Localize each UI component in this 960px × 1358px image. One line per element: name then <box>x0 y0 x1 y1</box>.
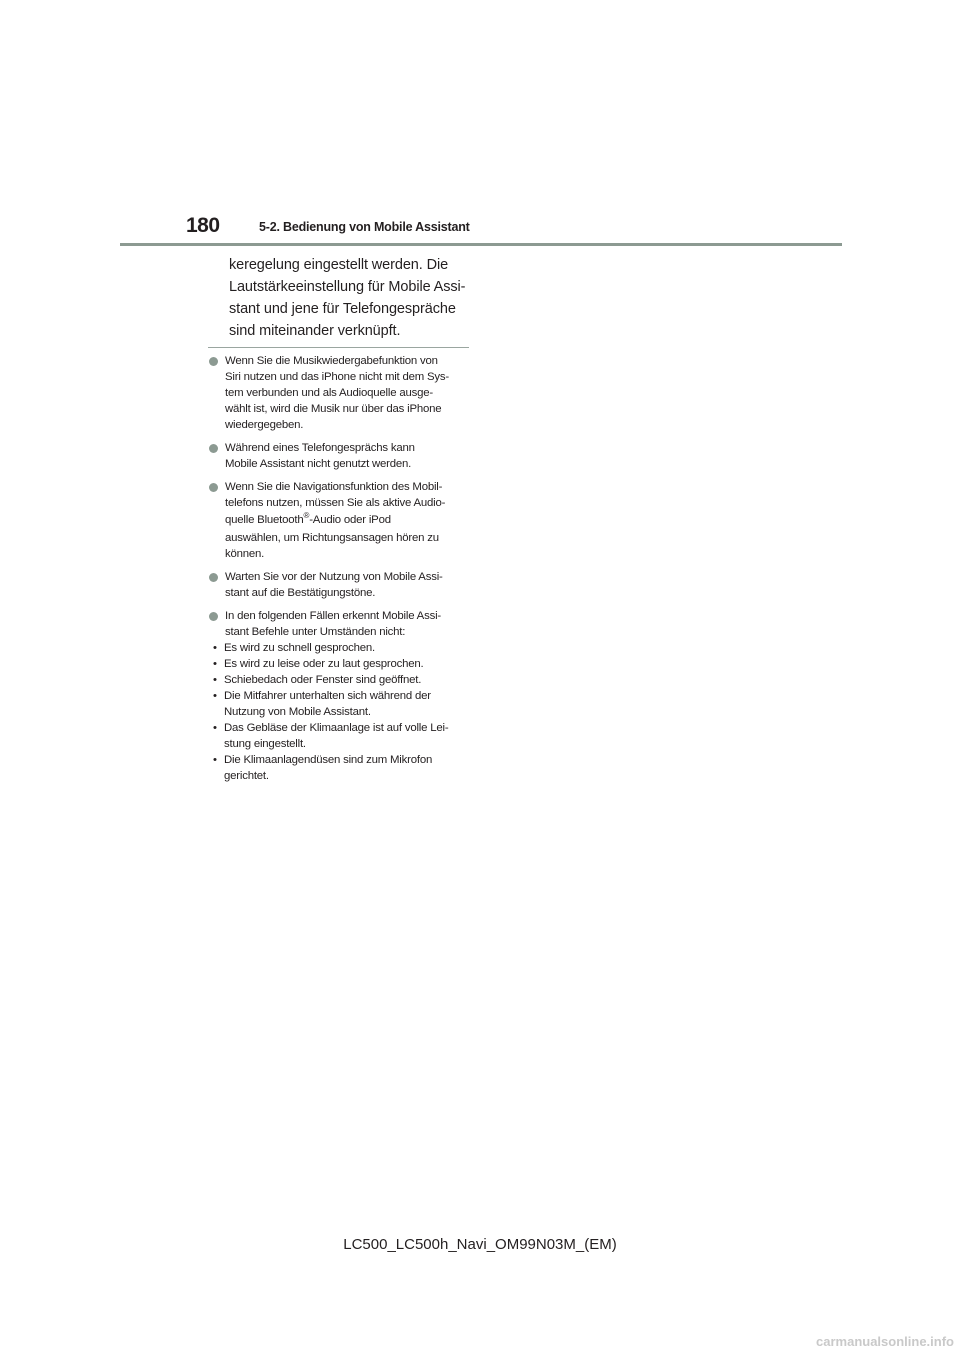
bullet-circle-icon <box>209 444 218 453</box>
note-line: Siri nutzen und das iPhone nicht mit dem Sys- <box>225 371 449 383</box>
sub-item-line: Das Gebläse der Klimaanlage ist auf volle Lei- <box>224 722 449 734</box>
note-item <box>208 353 476 433</box>
note-line: stant Befehle unter Umständen nicht: <box>225 626 406 638</box>
sub-list-item <box>208 720 476 752</box>
note-line: In den folgenden Fällen erkennt Mobile Assi- <box>225 610 441 622</box>
paragraph-line: sind miteinander verknüpft. <box>229 323 401 339</box>
paragraph-line: Lautstärkeeinstellung für Mobile Assi- <box>229 279 466 295</box>
bullet-circle-icon <box>209 483 218 492</box>
sub-list-item <box>208 656 476 672</box>
sub-item-line: Nutzung von Mobile Assistant. <box>224 706 371 718</box>
sub-list <box>208 640 476 784</box>
sub-item-line: Schiebedach oder Fenster sind geöffnet. <box>224 674 422 686</box>
note-line: wählt ist, wird die Musik nur über das iPhone <box>225 403 442 415</box>
note-line: Wenn Sie die Musikwiedergabefunktion von <box>225 355 438 367</box>
note-line: wiedergegeben. <box>225 419 304 431</box>
sub-list-item <box>208 672 476 688</box>
sub-item-line: Die Klimaanlagendüsen sind zum Mikrofon <box>224 754 433 766</box>
notes-list <box>208 353 476 791</box>
continued-paragraph <box>229 254 479 342</box>
footer-document-code: LC500_LC500h_Navi_OM99N03M_(EM) <box>343 1236 617 1253</box>
note-line: Während eines Telefongesprächs kann <box>225 442 415 454</box>
note-rule <box>208 347 469 348</box>
note-line: telefons nutzen, müssen Sie als aktive Audio- <box>225 497 446 509</box>
paragraph-line: stant und jene für Telefongespräche <box>229 301 456 317</box>
sub-item-line: gerichtet. <box>224 770 269 782</box>
note-line: Wenn Sie die Navigationsfunktion des Mobil- <box>225 481 443 493</box>
sub-list-item <box>208 688 476 720</box>
sub-bullet-dot-icon: • <box>213 674 217 686</box>
note-line: Mobile Assistant nicht genutzt werden. <box>225 458 412 470</box>
note-line: stant auf die Bestätigungstöne. <box>225 587 376 599</box>
section-title: 5-2. Bedienung von Mobile Assistant <box>259 220 470 234</box>
page-number: 180 <box>186 214 220 237</box>
sub-item-line: Die Mitfahrer unterhalten sich während der <box>224 690 431 702</box>
note-item <box>208 608 476 784</box>
note-item <box>208 569 476 601</box>
sub-bullet-dot-icon: • <box>213 722 217 734</box>
registered-mark: ® <box>303 511 310 521</box>
bullet-circle-icon <box>209 612 218 621</box>
note-item <box>208 440 476 472</box>
header-rule <box>120 243 842 246</box>
sub-list-item <box>208 640 476 656</box>
note-line: Warten Sie vor der Nutzung von Mobile Assi- <box>225 571 443 583</box>
note-line: können. <box>225 548 265 560</box>
bullet-circle-icon <box>209 573 218 582</box>
watermark: carmanualsonline.info <box>816 1334 954 1349</box>
sub-item-line: Es wird zu schnell gesprochen. <box>224 642 376 654</box>
paragraph-line: keregelung eingestellt werden. Die <box>229 257 449 273</box>
note-line: auswählen, um Richtungsansagen hören zu <box>225 532 439 544</box>
sub-bullet-dot-icon: • <box>213 658 217 670</box>
sub-bullet-dot-icon: • <box>213 754 217 766</box>
note-item <box>208 479 476 562</box>
sub-bullet-dot-icon: • <box>213 642 217 654</box>
sub-list-item <box>208 752 476 784</box>
sub-item-line: Es wird zu leise oder zu laut gesprochen. <box>224 658 424 670</box>
bullet-circle-icon <box>209 357 218 366</box>
sub-bullet-dot-icon: • <box>213 690 217 702</box>
note-line-part: quelle Bluetooth <box>225 514 304 526</box>
note-line: tem verbunden und als Audioquelle ausge- <box>225 387 433 399</box>
sub-item-line: stung eingestellt. <box>224 738 306 750</box>
note-line <box>225 511 476 530</box>
note-line-part: -Audio oder iPod <box>309 514 391 526</box>
